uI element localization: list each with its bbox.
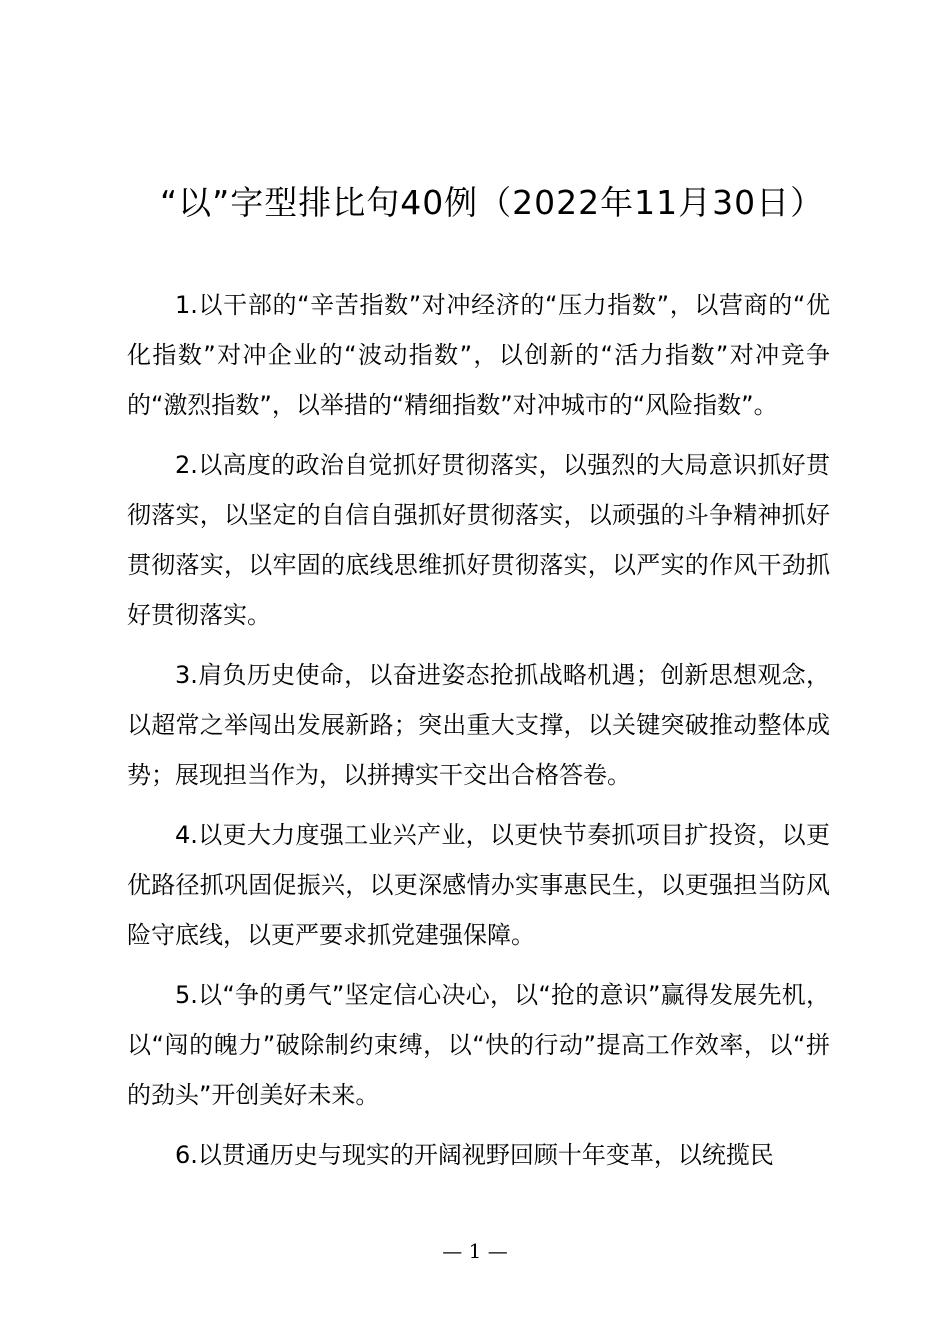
paragraph-5: 5.以“争的勇气”坚定信心决心，以“抢的意识”赢得发展先机，以“闯的魄力”破除制约束缚，以“快的行动”提高工作效率，以“拼的劲头”开创美好未来。: [127, 981, 830, 1109]
page-number: — 1 —: [442, 1239, 508, 1263]
paragraph-1: 1.以干部的“辛苦指数”对冲经济的“压力指数”，以营商的“优化指数”对冲企业的“波动指数”，以创新的“活力指数”对冲竞争的“激烈指数”，以举措的“精细指数”对冲城市的“风险指数”。: [127, 291, 830, 419]
paragraph-6: 6.以贯通历史与现实的开阔视野回顾十年变革，以统揽民: [175, 1141, 774, 1169]
paragraph-3: 3.肩负历史使命，以奋进姿态抢抓战略机遇；创新思想观念，以超常之举闯出发展新路；突出重大支撑，以关键突破推动整体成势；展现担当作为，以拼搏实干交出合格答卷。: [127, 661, 830, 789]
document-title: “以”字型排比句40例（2022年11月30日）: [160, 183, 825, 222]
paragraph-4: 4.以更大力度强工业兴产业，以更快节奏抓项目扩投资，以更优路径抓巩固促振兴，以更深感情办实事惠民生，以更强担当防风险守底线，以更严要求抓党建强保障。: [127, 821, 830, 949]
document-body: [127, 280, 830, 1190]
paragraph-2: 2.以高度的政治自觉抓好贯彻落实，以强烈的大局意识抓好贯彻落实，以坚定的自信自强抓好贯彻落实，以顽强的斗争精神抓好贯彻落实，以牢固的底线思维抓好贯彻落实，以严实的作风干劲抓好贯彻落实。: [127, 451, 830, 629]
